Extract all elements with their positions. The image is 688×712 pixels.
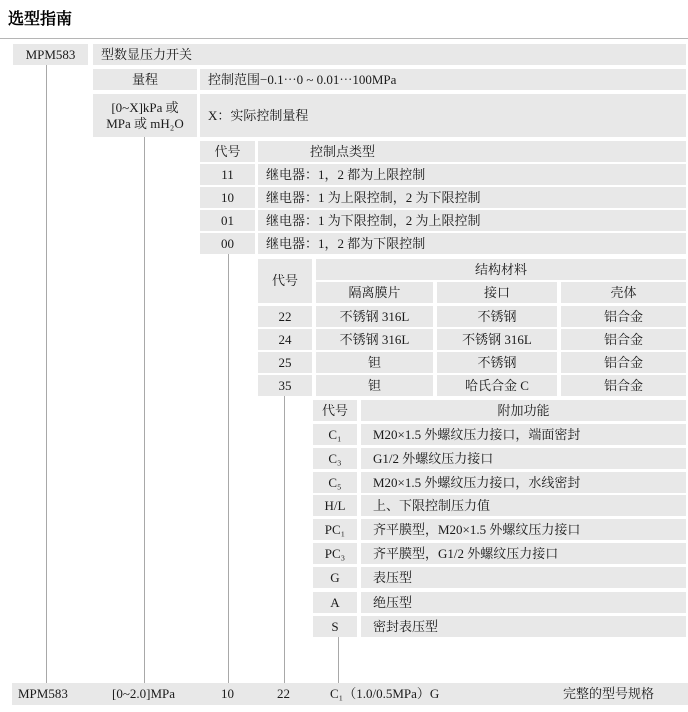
material-row-diaphragm: 不锈钢 316L bbox=[316, 306, 433, 327]
addon-row-code: C₁ bbox=[313, 424, 357, 445]
title-divider bbox=[0, 38, 688, 39]
material-row-housing: 铝合金 bbox=[561, 375, 686, 396]
material-row-code: 25 bbox=[258, 352, 312, 373]
range-unit-label-cell bbox=[93, 94, 197, 137]
addon-row-code: S bbox=[313, 616, 357, 637]
material-row-code: 22 bbox=[258, 306, 312, 327]
connector-line-material-code bbox=[284, 396, 285, 683]
addon-row-desc: 表压型 bbox=[361, 567, 686, 588]
example-range: [0~2.0]MPa bbox=[112, 686, 176, 702]
page-title: 选型指南 bbox=[8, 11, 73, 28]
example-material-code: 22 bbox=[277, 686, 290, 702]
control-code-header: 代号 bbox=[200, 141, 255, 162]
material-row-code: 24 bbox=[258, 329, 312, 350]
material-code-header: 代号 bbox=[258, 259, 312, 303]
material-row-housing: 铝合金 bbox=[561, 329, 686, 350]
example-label: 完整的型号规格 bbox=[563, 686, 655, 702]
material-col-header-diaphragm: 隔离膜片 bbox=[316, 282, 433, 303]
material-row-code: 35 bbox=[258, 375, 312, 396]
control-row-code: 01 bbox=[200, 210, 255, 231]
example-model: MPM583 bbox=[18, 686, 68, 702]
material-row-port: 不锈钢 bbox=[437, 352, 557, 373]
addon-row-desc: M20×1.5 外螺纹压力接口，水线密封 bbox=[361, 472, 686, 493]
addon-row-code: PC₁ bbox=[313, 519, 357, 540]
material-col-header-port: 接口 bbox=[437, 282, 557, 303]
control-row-desc: 继电器：1，2 都为上限控制 bbox=[258, 164, 686, 185]
range-unit-line2: MPa 或 mH₂O bbox=[106, 115, 184, 131]
addon-row-desc: 密封表压型 bbox=[361, 616, 686, 637]
control-row-desc: 继电器：1 为下限控制，2 为上限控制 bbox=[258, 210, 686, 231]
control-row-code: 10 bbox=[200, 187, 255, 208]
material-col-header-housing: 壳体 bbox=[561, 282, 686, 303]
material-group-header: 结构材料 bbox=[316, 259, 686, 280]
addon-row-desc: 上、下限控制压力值 bbox=[361, 495, 686, 516]
range-unit-line1: [0~X]kPa 或 bbox=[111, 99, 179, 115]
connector-line-addon-code bbox=[338, 637, 339, 683]
range-unit-value-cell: X：实际控制量程 bbox=[200, 94, 686, 137]
material-row-diaphragm: 钽 bbox=[316, 375, 433, 396]
addon-row-desc: 齐平膜型，G1/2 外螺纹压力接口 bbox=[361, 543, 686, 564]
addon-row-code: G bbox=[313, 567, 357, 588]
control-row-desc: 继电器：1 为上限控制，2 为下限控制 bbox=[258, 187, 686, 208]
material-row-housing: 铝合金 bbox=[561, 352, 686, 373]
material-row-housing: 铝合金 bbox=[561, 306, 686, 327]
model-code-cell: MPM583 bbox=[13, 44, 88, 65]
control-row-code: 00 bbox=[200, 233, 255, 254]
control-row-code: 11 bbox=[200, 164, 255, 185]
addon-row-code: PC₃ bbox=[313, 543, 357, 564]
example-model-row bbox=[12, 683, 688, 705]
addon-row-desc: 绝压型 bbox=[361, 592, 686, 613]
connector-line-model bbox=[46, 65, 47, 683]
addon-row-code: C₅ bbox=[313, 472, 357, 493]
material-row-port: 哈氏合金 C bbox=[437, 375, 557, 396]
connector-line-control-code bbox=[228, 254, 229, 683]
example-control-code: 10 bbox=[221, 686, 234, 702]
example-addon-code: C₁（1.0/0.5MPa）G bbox=[330, 686, 440, 702]
addon-row-code: C₃ bbox=[313, 448, 357, 469]
connector-line-range bbox=[144, 137, 145, 683]
addon-row-desc: G1/2 外螺纹压力接口 bbox=[361, 448, 686, 469]
range-value-cell: 控制范围−0.1⋯0 ~ 0.01⋯100MPa bbox=[200, 69, 686, 90]
material-row-diaphragm: 钽 bbox=[316, 352, 433, 373]
addon-row-desc: M20×1.5 外螺纹压力接口，端面密封 bbox=[361, 424, 686, 445]
addon-row-desc: 齐平膜型，M20×1.5 外螺纹压力接口 bbox=[361, 519, 686, 540]
range-label-cell: 量程 bbox=[93, 69, 197, 90]
model-description-cell: 型数显压力开关 bbox=[93, 44, 686, 65]
addon-code-header: 代号 bbox=[313, 400, 357, 421]
control-type-header: 控制点类型 bbox=[258, 141, 686, 162]
addon-row-code: A bbox=[313, 592, 357, 613]
addon-row-code: H/L bbox=[313, 495, 357, 516]
control-row-desc: 继电器：1，2 都为下限控制 bbox=[258, 233, 686, 254]
material-row-diaphragm: 不锈钢 316L bbox=[316, 329, 433, 350]
material-row-port: 不锈钢 316L bbox=[437, 329, 557, 350]
addon-func-header: 附加功能 bbox=[361, 400, 686, 421]
material-row-port: 不锈钢 bbox=[437, 306, 557, 327]
